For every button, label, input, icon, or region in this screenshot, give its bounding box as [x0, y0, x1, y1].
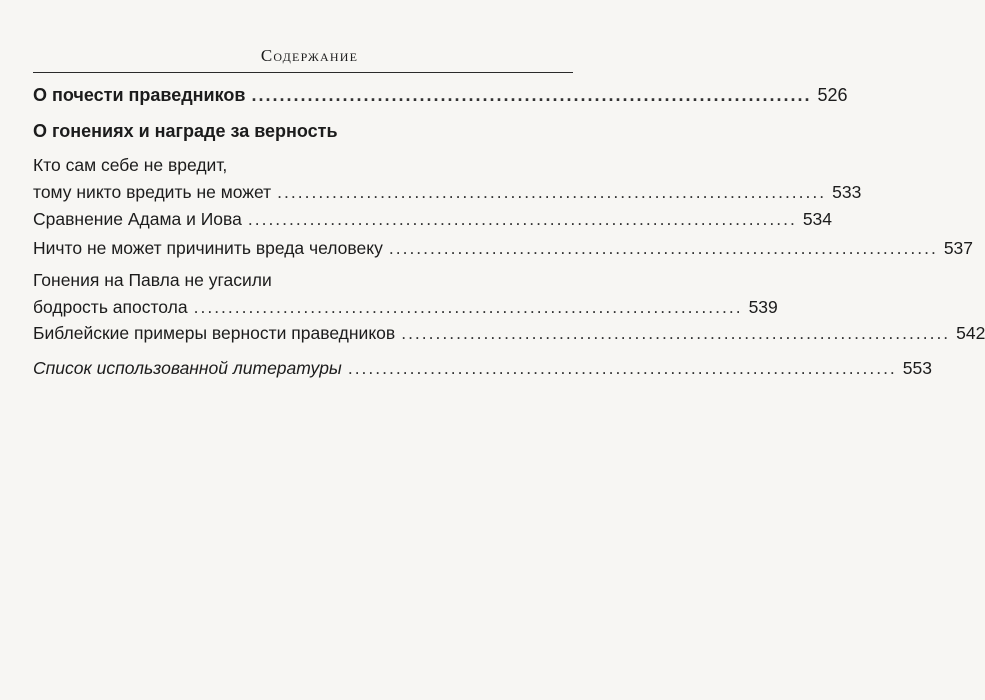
toc-entry-page: 534 — [802, 209, 833, 229]
toc-entry — [33, 355, 932, 382]
toc-entry — [33, 152, 862, 206]
toc-entry-page: 539 — [748, 297, 778, 317]
toc-leader-dots: ................................................................................ — [193, 297, 743, 317]
toc-entry-page: 542 — [956, 323, 985, 343]
toc-entry-title: Ничто не может причинить вреда человеку — [33, 238, 383, 258]
toc-entry-title-line: тому никто вредить не может — [33, 182, 272, 202]
toc-leader-dots: ................................................................................ — [401, 323, 951, 343]
toc-entry — [33, 267, 778, 321]
toc-leader-dots: ................................................................................ — [277, 182, 827, 202]
toc-leader-dots: ................................................................................ — [251, 85, 812, 105]
toc-entry — [33, 235, 974, 262]
toc-entry-page: 533 — [832, 182, 862, 202]
toc-entry-title: О почести праведников — [33, 85, 246, 105]
toc-entry — [33, 320, 985, 347]
toc-entry-page: 553 — [902, 358, 932, 378]
toc-entry-page: 537 — [943, 238, 974, 258]
toc-entry-title: Сравнение Адама и Иова — [33, 209, 242, 229]
toc-entry — [33, 206, 833, 233]
toc-entry-page: 526 — [817, 85, 848, 105]
toc-leader-dots: ................................................................................ — [347, 358, 897, 378]
toc-entry — [33, 82, 848, 109]
toc-entry-title: О гонениях и награде за верность — [33, 121, 338, 141]
toc-entry-title-line: Гонения на Павла не угасили — [33, 270, 272, 290]
toc-entry-title: Список использованной литературы — [33, 358, 342, 378]
toc-section-heading — [33, 118, 561, 145]
page-header: Содержание — [260, 46, 359, 65]
header-rule — [33, 72, 573, 73]
toc-leader-dots: ................................................................................ — [388, 238, 938, 258]
toc-entry-title-line: Кто сам себе не вредит, — [33, 155, 228, 175]
toc-entry-title-line: бодрость апостола — [33, 297, 188, 317]
toc-entry-title: Библейские примеры верности праведников — [33, 323, 396, 343]
toc-leader-dots: ................................................................................ — [247, 209, 797, 229]
